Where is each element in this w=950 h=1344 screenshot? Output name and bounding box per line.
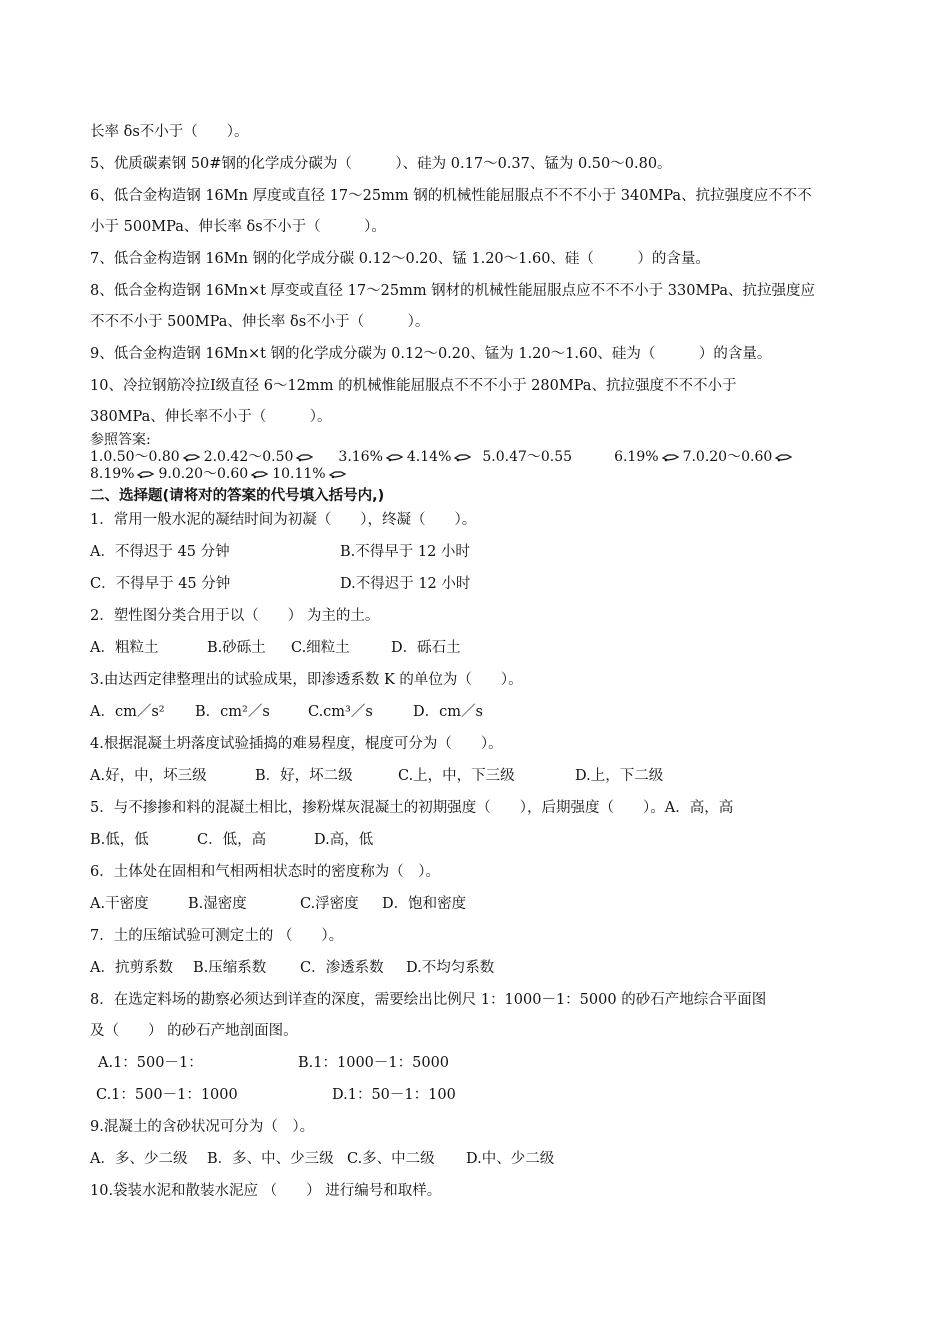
fill-question-8: 8、低合金构造钢 16Mn×t 厚变或直径 17～25mm 钢材的机械性能屈服点应不不不小于 330MPa、抗拉强度应: [90, 283, 816, 299]
option-4c: C.上，中，下三级: [398, 768, 515, 784]
option-1a: A．不得迟于 45 分钟: [90, 544, 230, 560]
answer-10: 10.11%: [272, 466, 326, 482]
choice-options-4: [90, 766, 870, 786]
choice-question-10: 10.袋装水泥和散装水泥应 （ ） 进行编号和取样。: [90, 1183, 442, 1199]
answer-2: 2.0.42～0.50: [203, 449, 294, 465]
option-4d: D.上，下二级: [575, 768, 664, 784]
choice-options-1b: [90, 574, 870, 594]
option-8a: A.1：500－1：: [98, 1055, 203, 1071]
choice-question-8: 8．在选定料场的勘察必须达到详查的深度，需要绘出比例尺 1：1000－1：5000 的砂石产地综合平面图: [90, 992, 767, 1008]
option-5c: C．低，高: [197, 832, 267, 848]
option-6c: C.浮密度: [300, 896, 359, 912]
option-6a: A.干密度: [90, 896, 149, 912]
option-9b: B．多、中、少三级: [207, 1151, 334, 1167]
option-8d: D.1：50－1：100: [332, 1087, 456, 1103]
choice-question-4: 4.根据混凝土坍落度试验插捣的难易程度，棍度可分为（ ）。: [90, 736, 503, 752]
choice-options-8a: [90, 1053, 870, 1073]
choice-options-1a: [90, 542, 870, 562]
option-5b: B.低，低: [90, 832, 149, 848]
fill-question-6-cont: 小于 500MPa、伸长率 δs不小于（ ）。: [90, 219, 386, 235]
choice-options-9: [90, 1149, 870, 1169]
choice-options-3: [90, 702, 870, 722]
option-7c: C．渗透系数: [300, 960, 384, 976]
answer-9: 9.0.20～0.60: [158, 466, 249, 482]
option-2a: A．粗粒土: [90, 640, 159, 656]
fill-question-10-cont: 380MPa、伸长率不小于（ ）。: [90, 409, 332, 425]
choice-question-3: 3.由达西定律整理出的试验成果，即渗透系数 K 的单位为（ ）。: [90, 672, 523, 688]
choice-question-1: 1．常用一般水泥的凝结时间为初凝（ ），终凝（ ）。: [90, 512, 477, 528]
option-8c: C.1：500－1：1000: [96, 1087, 238, 1103]
option-2b: B.砂砾土: [207, 640, 266, 656]
option-6d: D．饱和密度: [382, 896, 467, 912]
choice-question-7: 7．土的压缩试验可测定土的 （ ）。: [90, 928, 344, 944]
option-3c: C.cm³／s: [308, 704, 373, 720]
fill-question-5: 5、优质碳素钢 50#钢的化学成分碳为（ ）、硅为 0.17～0.37、锰为 0.50～0.80。: [90, 156, 672, 172]
fill-question-7: 7、低合金构造钢 16Mn 钢的化学成分碳 0.12～0.20、锰 1.20～1.60、硅（ ）的含量。: [90, 251, 710, 267]
option-3a: A．cm／s²: [90, 704, 165, 720]
hand-pointer-icon: [137, 469, 155, 479]
answers-heading: 参照答案:: [90, 432, 151, 448]
answers-row-1: [90, 449, 870, 466]
option-6b: B.湿密度: [188, 896, 247, 912]
hand-pointer-icon: [296, 452, 314, 462]
option-2c: C.细粒土: [291, 640, 350, 656]
hand-pointer-icon: [454, 452, 472, 462]
hand-pointer-icon: [251, 469, 269, 479]
option-7a: A．抗剪系数: [90, 960, 173, 976]
option-7b: B.压缩系数: [193, 960, 267, 976]
option-1c: C．不得早于 45 分钟: [90, 576, 231, 592]
option-9c: C.多、中二级: [347, 1151, 435, 1167]
choice-question-5: 5．与不掺掺和料的混凝土相比，掺粉煤灰混凝土的初期强度（ ），后期强度（ ）。A．高，高: [90, 800, 734, 816]
option-4a: A.好，中，坏三级: [90, 768, 207, 784]
option-3d: D．cm／s: [413, 704, 483, 720]
option-2d: D．砾石土: [391, 640, 461, 656]
answer-8: 8.19%: [90, 466, 135, 482]
option-7d: D.不均匀系数: [406, 960, 495, 976]
answer-7: 7.0.20～0.60: [682, 449, 773, 465]
answer-1: 1.0.50～0.80: [90, 449, 180, 465]
choice-question-9: 9.混凝土的含砂状况可分为（ ）。: [90, 1119, 315, 1135]
fill-question-4-cont: 长率 δs不小于（ ）。: [90, 124, 249, 140]
choice-options-7: [90, 958, 870, 978]
option-9d: D.中、少二级: [466, 1151, 555, 1167]
answer-4: 4.14%: [406, 449, 452, 465]
answer-6: 6.19%: [614, 449, 659, 465]
fill-question-9: 9、低合金构造钢 16Mn×t 钢的化学成分碳为 0.12～0.20、锰为 1.20～1.60、硅为（ ）的含量。: [90, 346, 772, 362]
fill-question-6: 6、低合金构造钢 16Mn 厚度或直径 17～25mm 钢的机械性能屈服点不不不小于 340MPa、抗拉强度应不不不: [90, 188, 812, 204]
option-3b: B．cm²／s: [195, 704, 270, 720]
option-4b: B．好，坏二级: [255, 768, 353, 784]
hand-pointer-icon: [662, 452, 680, 462]
fill-question-10: 10、冷拉钢筋冷拉Ⅰ级直径 6～12mm 的机械惟能屈服点不不不小于 280MPa、抗拉强度不不不小于: [90, 378, 737, 394]
fill-question-8-cont: 不不不小于 500MPa、伸长率 δs不小于（ ）。: [90, 314, 430, 330]
option-8b: B.1：1000－1：5000: [298, 1055, 450, 1071]
hand-pointer-icon: [329, 469, 347, 479]
choice-question-6: 6．土体处在固相和气相两相状态时的密度称为（ ）。: [90, 864, 440, 880]
choice-options-2: [90, 638, 870, 658]
choice-options-5: [90, 830, 870, 850]
choice-question-2: 2．塑性图分类合用于以（ ） 为主的土。: [90, 608, 380, 624]
choice-question-8-cont: 及（ ） 的砂石产地剖面图。: [90, 1023, 298, 1039]
hand-pointer-icon: [775, 452, 793, 462]
answer-3: 3.16%: [338, 449, 383, 465]
option-1d: D.不得迟于 12 小时: [340, 576, 471, 592]
option-9a: A．多、少二级: [90, 1151, 188, 1167]
answers-row-2: [90, 466, 870, 483]
document-page: [90, 122, 870, 1201]
section-title: 二、选择题(请将对的答案的代号填入括号内,): [90, 488, 385, 504]
choice-options-8b: [90, 1085, 870, 1105]
hand-pointer-icon: [183, 452, 201, 462]
choice-options-6: [90, 894, 870, 914]
option-5d: D.高，低: [314, 832, 374, 848]
answer-5: 5.0.47～0.55: [482, 449, 573, 465]
option-1b: B.不得早于 12 小时: [340, 544, 470, 560]
hand-pointer-icon: [386, 452, 404, 462]
